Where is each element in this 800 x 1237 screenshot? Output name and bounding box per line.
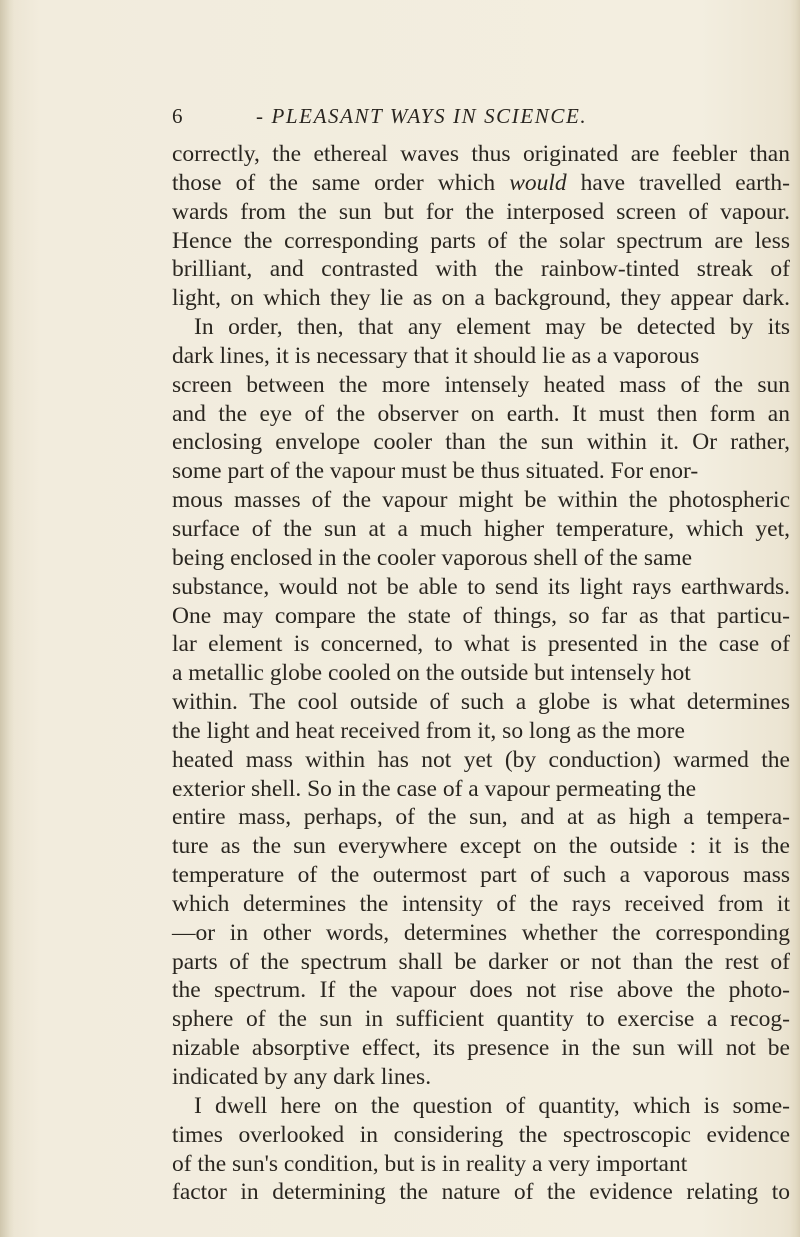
text-line: entire mass, perhaps, of the sun, and at as high a tempera-	[172, 804, 790, 831]
page-binding-edge	[0, 0, 14, 1237]
text-line: sphere of the sun in sufficient quantity to exercise a recog-	[172, 1006, 790, 1033]
text-line: a metallic globe cooled on the outside but intensely hot	[172, 660, 691, 687]
text-line: which determines the intensity of the rays received from it	[172, 890, 790, 917]
text-line: —or in other words, determines whether the corresponding	[172, 919, 790, 946]
text-line: the light and heat received from it, so long as the more	[172, 717, 685, 744]
text-line: of the sun's condition, but is in reality a very important	[172, 1150, 688, 1177]
text-line: lar element is concerned, to what is presented in the case of	[172, 631, 790, 658]
text-line: light, on which they lie as on a background, they appear dark.	[172, 285, 790, 312]
page-outer-edge	[790, 0, 800, 1237]
text-line: being enclosed in the cooler vaporous shell of the same	[172, 544, 693, 571]
text-line: temperature of the outermost part of such a vaporous mass	[172, 862, 790, 889]
text-line: nizable absorptive effect, its presence in the sun will not be	[172, 1035, 790, 1062]
running-title: - PLEASANT WAYS IN SCIENCE.	[256, 104, 588, 128]
text-line: heated mass within has not yet (by conduction) warmed the	[172, 746, 790, 773]
page-header	[172, 96, 642, 136]
text-line: substance, would not be able to send its light rays earthwards.	[172, 573, 790, 600]
text-line: brilliant, and contrasted with the rainbow-tinted streak of	[172, 256, 790, 283]
text-line: times overlooked in considering the spectroscopic evidence	[172, 1121, 790, 1148]
text-line: the spectrum. If the vapour does not rise above the photo-	[172, 977, 790, 1004]
text-line: and the eye of the observer on earth. It must then form an	[172, 400, 790, 427]
text-line: indicated by any dark lines.	[172, 1064, 432, 1090]
text-line: exterior shell. So in the case of a vapour permeating the	[172, 775, 696, 802]
text-line: parts of the spectrum shall be darker or not than the rest of	[172, 948, 790, 975]
text-line: dark lines, it is necessary that it should lie as a vaporous	[172, 342, 700, 369]
text-line: screen between the more intensely heated mass of the sun	[172, 371, 790, 398]
text-line: some part of the vapour must be thus situated. For enor-	[172, 458, 699, 485]
page-number: 6	[172, 104, 183, 128]
text-line: surface of the sun at a much higher temperature, which yet,	[172, 515, 790, 542]
text-line: In order, then, that any element may be detected by its	[194, 314, 790, 341]
body-text	[172, 140, 790, 1207]
text-line: Hence the corresponding parts of the solar spectrum are less	[172, 227, 790, 254]
text-line: factor in determining the nature of the evidence relating to	[172, 1179, 790, 1206]
text-line: ture as the sun everywhere except on the outside : it is the	[172, 833, 790, 860]
text-line: correctly, the ethereal waves thus originated are feebler than	[172, 141, 790, 167]
text-line: I dwell here on the question of quantity, which is some-	[194, 1092, 790, 1119]
text-line: One may compare the state of things, so far as that particu-	[172, 602, 790, 629]
text-line: wards from the sun but for the interposed screen of vapour.	[172, 198, 790, 225]
text-line: enclosing envelope cooler than the sun within it. Or rather,	[172, 429, 790, 456]
text-line: mous masses of the vapour might be within the photospheric	[172, 487, 790, 514]
text-line: those of the same order which would have travelled earth-	[172, 169, 791, 196]
text-line: within. The cool outside of such a globe is what determines	[172, 689, 790, 716]
